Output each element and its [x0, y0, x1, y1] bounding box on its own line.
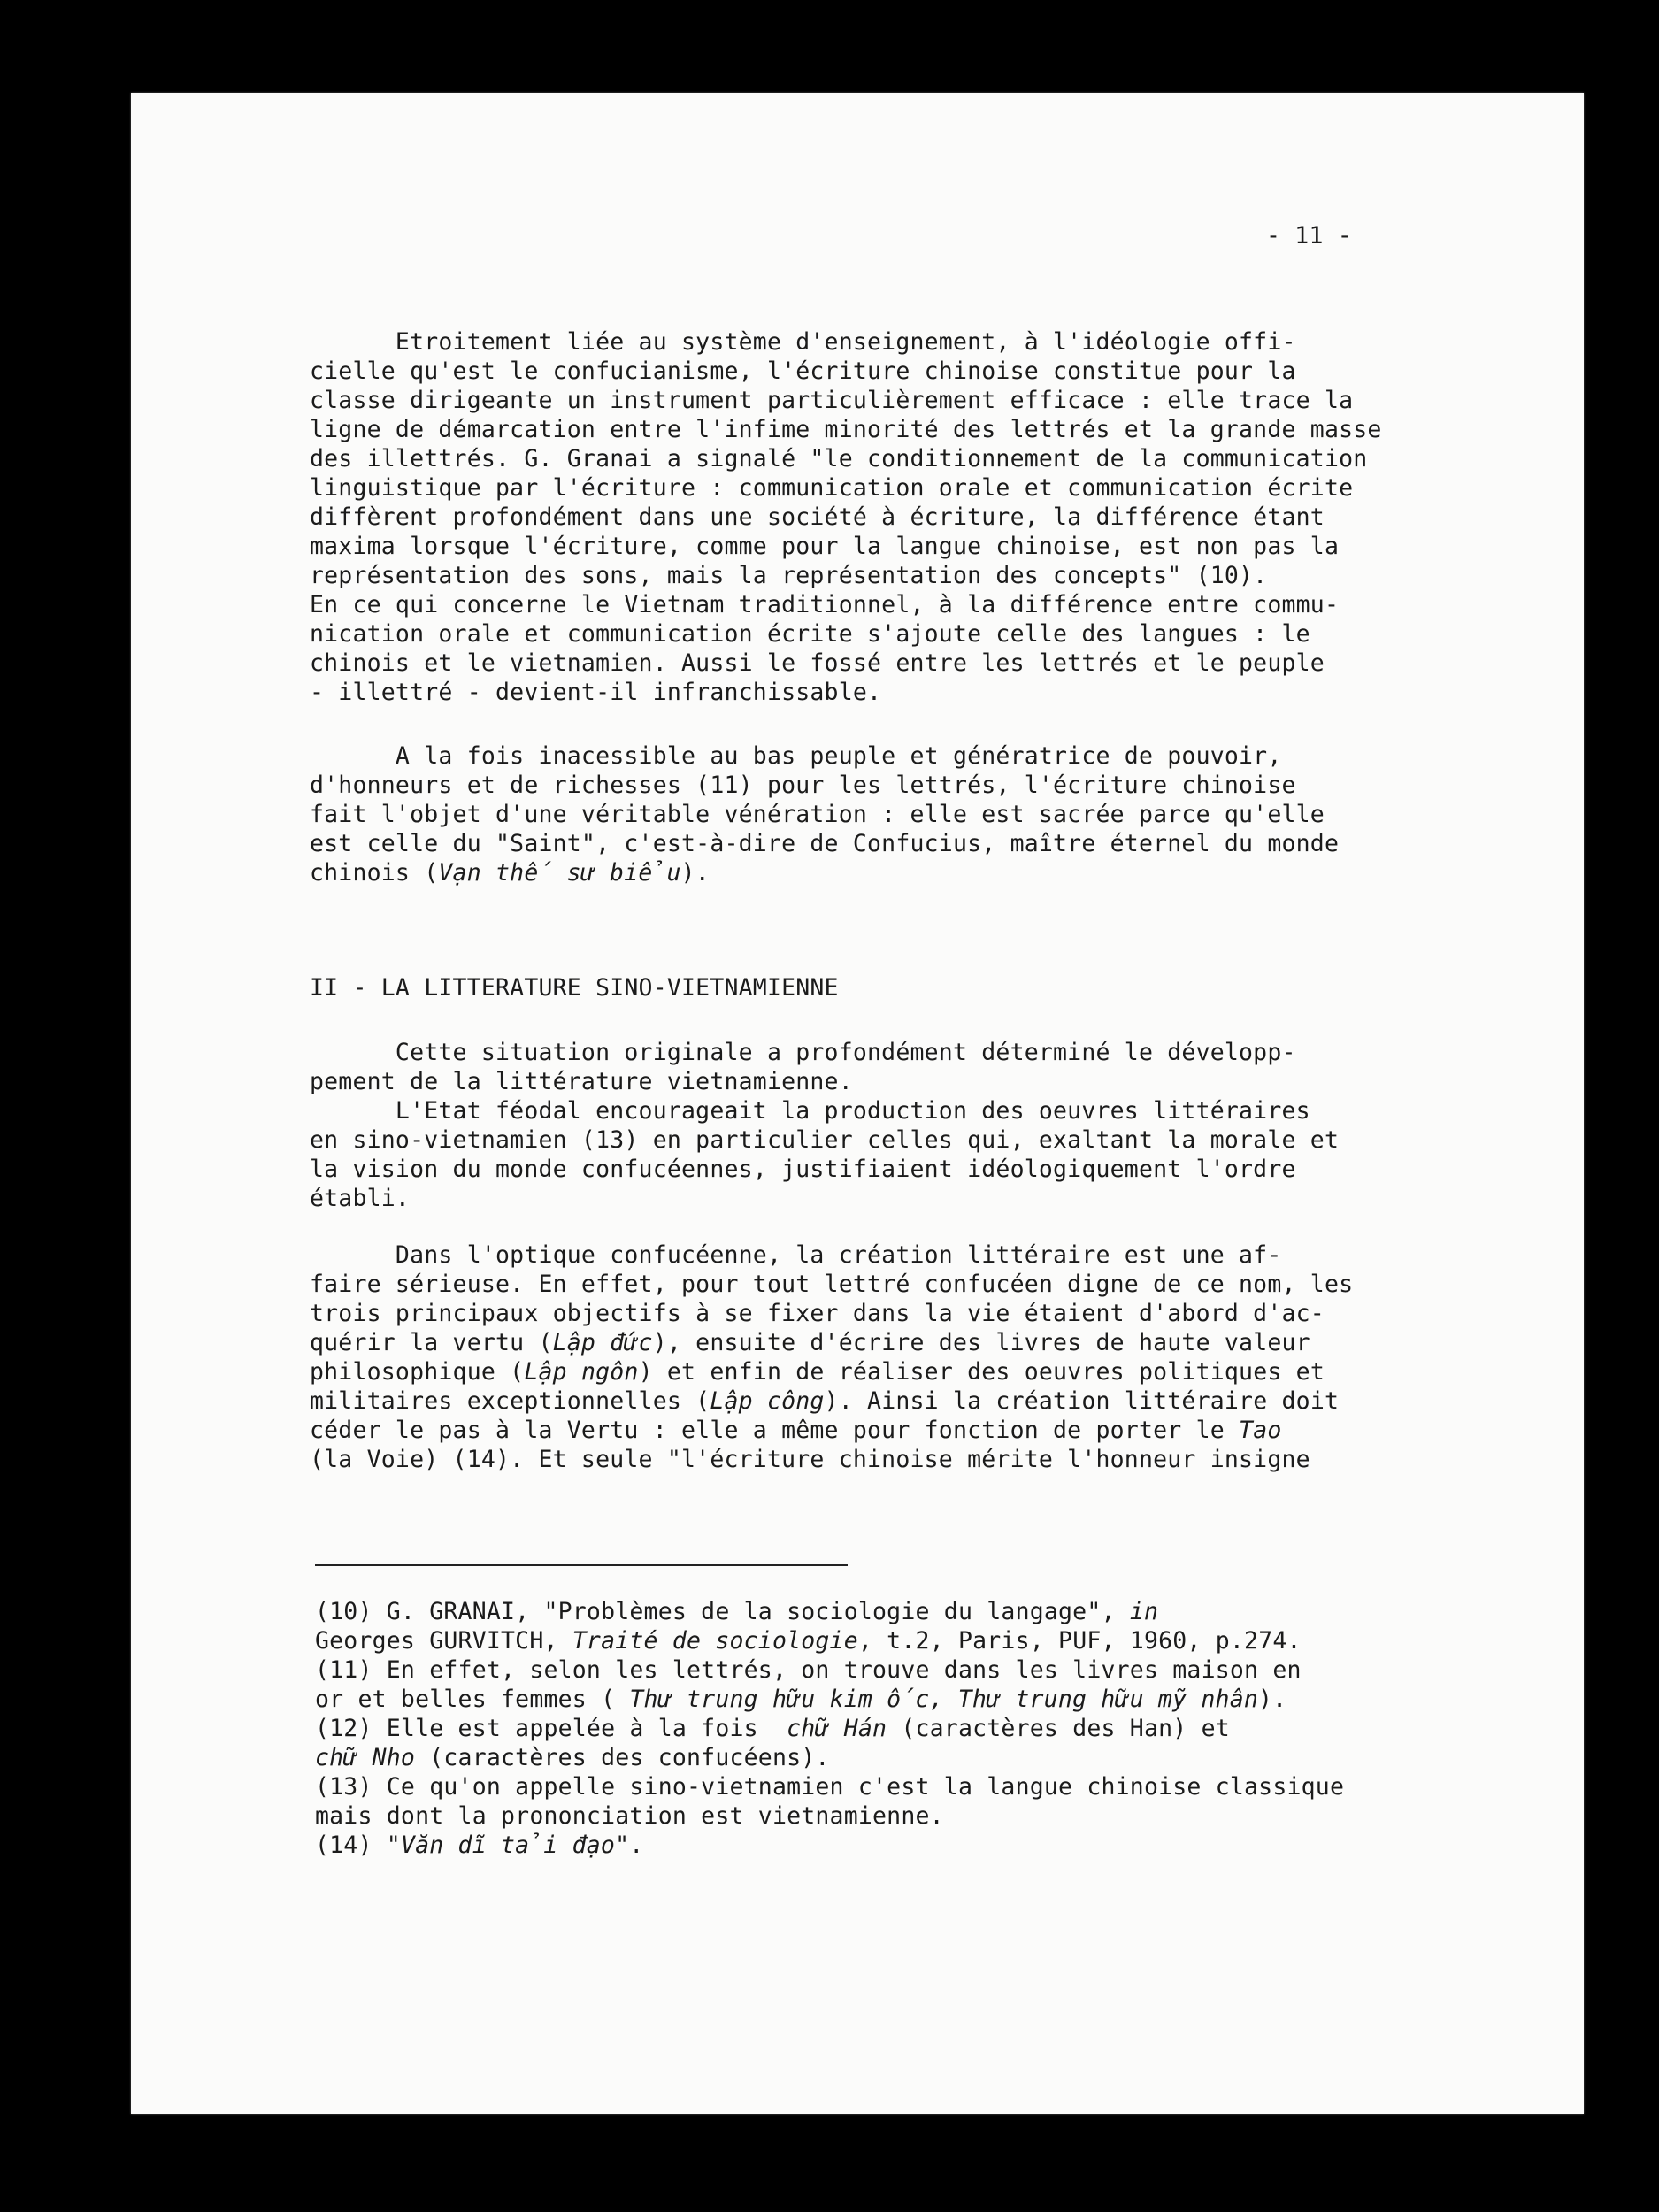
text-fragment: ). Ainsi la création littéraire doit	[824, 1387, 1340, 1415]
footnote-10-cont	[315, 1627, 1302, 1655]
text-line: fait l'objet d'une véritable vénération : elle est sacrée parce qu'elle	[310, 801, 1325, 828]
document-page	[131, 93, 1584, 2114]
paragraph-writing-ideology	[310, 327, 1382, 707]
footnote-12-cont	[315, 1744, 830, 1771]
footnote-11: (11) En effet, selon les lettrés, on trouve dans les livres maison en	[315, 1656, 1302, 1684]
text-line: A la fois inacessible au bas peuple et génératrice de pouvoir,	[310, 742, 1282, 770]
text-fragment: (10) G. GRANAI, "Problèmes de la sociologie du langage",	[315, 1598, 1130, 1625]
footnote-separator	[315, 1564, 848, 1566]
text-fragment: Georges GURVITCH,	[315, 1627, 572, 1655]
text-line: - illettré - devient-il infranchissable.	[310, 679, 882, 706]
italic-term: chữ Hán	[787, 1715, 887, 1742]
text-fragment: ).	[1258, 1686, 1287, 1713]
text-line: maxima lorsque l'écriture, comme pour la langue chinoise, est non pas la	[310, 533, 1340, 560]
italic-term: Lập ngôn	[524, 1358, 639, 1386]
text-line: des illettrés. G. Granai a signalé "le conditionnement de la communication	[310, 445, 1368, 472]
footnote-13: (13) Ce qu'on appelle sino-vietnamien c'est la langue chinoise classique	[315, 1773, 1345, 1801]
text-fragment: ).	[680, 859, 710, 887]
edge-tab-mark	[1620, 1960, 1655, 1972]
text-line: établi.	[310, 1185, 411, 1212]
italic-term: Văn dĩ tải đạo	[400, 1832, 616, 1859]
text-fragment: ) et enfin de réaliser des oeuvres politiques et	[638, 1358, 1325, 1386]
footnotes	[315, 1597, 1344, 1860]
footnote-14	[315, 1832, 643, 1859]
text-line: (la Voie) (14). Et seule "l'écriture chinoise mérite l'honneur insigne	[310, 1446, 1310, 1473]
page-number: - 11 -	[1266, 222, 1352, 250]
italic-term: chữ Nho	[315, 1744, 416, 1771]
text-line: Etroitement liée au système d'enseignement, à l'idéologie offi-	[310, 328, 1296, 356]
text-line: trois principaux objectifs à se fixer dans la vie étaient d'abord d'ac-	[310, 1300, 1325, 1327]
text-line: chinois et le vietnamien. Aussi le fossé entre les lettrés et le peuple	[310, 649, 1325, 677]
section-heading: II - LA LITTERATURE SINO-VIETNAMIENNE	[310, 974, 839, 1002]
text-line: nication orale et communication écrite s'ajoute celle des langues : le	[310, 620, 1310, 648]
text-line: faire sérieuse. En effet, pour tout lettré confucéen digne de ce nom, les	[310, 1271, 1354, 1298]
text-fragment: (14) "	[315, 1832, 401, 1859]
italic-title: Traité de sociologie	[572, 1627, 858, 1655]
text-fragment: (caractères des confucéens).	[415, 1744, 830, 1771]
text-line: En ce qui concerne le Vietnam traditionnel, à la différence entre commu-	[310, 591, 1340, 618]
text-line: représentation des sons, mais la représentation des concepts" (10).	[310, 562, 1268, 589]
text-line: L'Etat féodal encourageait la production des oeuvres littéraires	[310, 1097, 1310, 1125]
text-fragment: militaires exceptionnelles (	[310, 1387, 710, 1415]
text-line: cielle qu'est le confucianisme, l'écriture chinoise constitue pour la	[310, 357, 1296, 385]
text-fragment: , t.2, Paris, PUF, 1960, p.274.	[857, 1627, 1302, 1655]
text-line: d'honneurs et de richesses (11) pour les lettrés, l'écriture chinoise	[310, 772, 1296, 799]
text-line: en sino-vietnamien (13) en particulier celles qui, exaltant la morale et	[310, 1126, 1340, 1154]
text-line: classe dirigeante un instrument particulièrement efficace : elle trace la	[310, 387, 1354, 414]
text-line: la vision du monde confucéennes, justifiaient idéologiquement l'ordre	[310, 1156, 1296, 1183]
text-line: pement de la littérature vietnamienne.	[310, 1068, 853, 1095]
paragraph-veneration	[310, 741, 1339, 887]
italic-term: Tao	[1239, 1417, 1282, 1444]
footnote-13-cont: mais dont la prononciation est vietnamienne.	[315, 1802, 944, 1830]
text-fragment: philosophique (	[310, 1358, 525, 1386]
text-line: chinois (	[310, 859, 439, 887]
italic-term: Lập đức	[552, 1329, 653, 1356]
text-fragment: céder le pas à la Vertu : elle a même pour fonction de porter le	[310, 1417, 1240, 1444]
text-fragment: ), ensuite d'écrire des livres de haute valeur	[652, 1329, 1310, 1356]
text-line: diffèrent profondément dans une société à écriture, la différence étant	[310, 503, 1325, 531]
footnote-12	[315, 1715, 1230, 1742]
italic-term: Thư trung hữu kim ốc, Thư trung hữu mỹ nhân	[629, 1686, 1258, 1713]
paragraph-sino-vietnamese-literature	[310, 1038, 1339, 1213]
text-line: Dans l'optique confucéenne, la création littéraire est une af-	[310, 1241, 1282, 1269]
paragraph-confucian-creation	[310, 1240, 1353, 1474]
footnote-11-cont	[315, 1686, 1286, 1713]
text-fragment: quérir la vertu (	[310, 1329, 553, 1356]
text-line: linguistique par l'écriture : communication orale et communication écrite	[310, 474, 1354, 502]
text-fragment: ".	[615, 1832, 644, 1859]
text-fragment: (12) Elle est appelée à la fois	[315, 1715, 787, 1742]
text-fragment: (caractères des Han) et	[887, 1715, 1230, 1742]
footnote-10	[315, 1598, 1158, 1625]
italic-term: in	[1129, 1598, 1159, 1625]
text-line: ligne de démarcation entre l'infime minorité des lettrés et la grande masse	[310, 416, 1382, 443]
italic-term: Lập công	[710, 1387, 825, 1415]
text-line: Cette situation originale a profondément déterminé le développ-	[310, 1039, 1296, 1066]
text-fragment: or et belles femmes (	[315, 1686, 630, 1713]
text-line: est celle du "Saint", c'est-à-dire de Confucius, maître éternel du monde	[310, 830, 1340, 857]
italic-term: Vạn thế sư biểu	[438, 859, 681, 887]
